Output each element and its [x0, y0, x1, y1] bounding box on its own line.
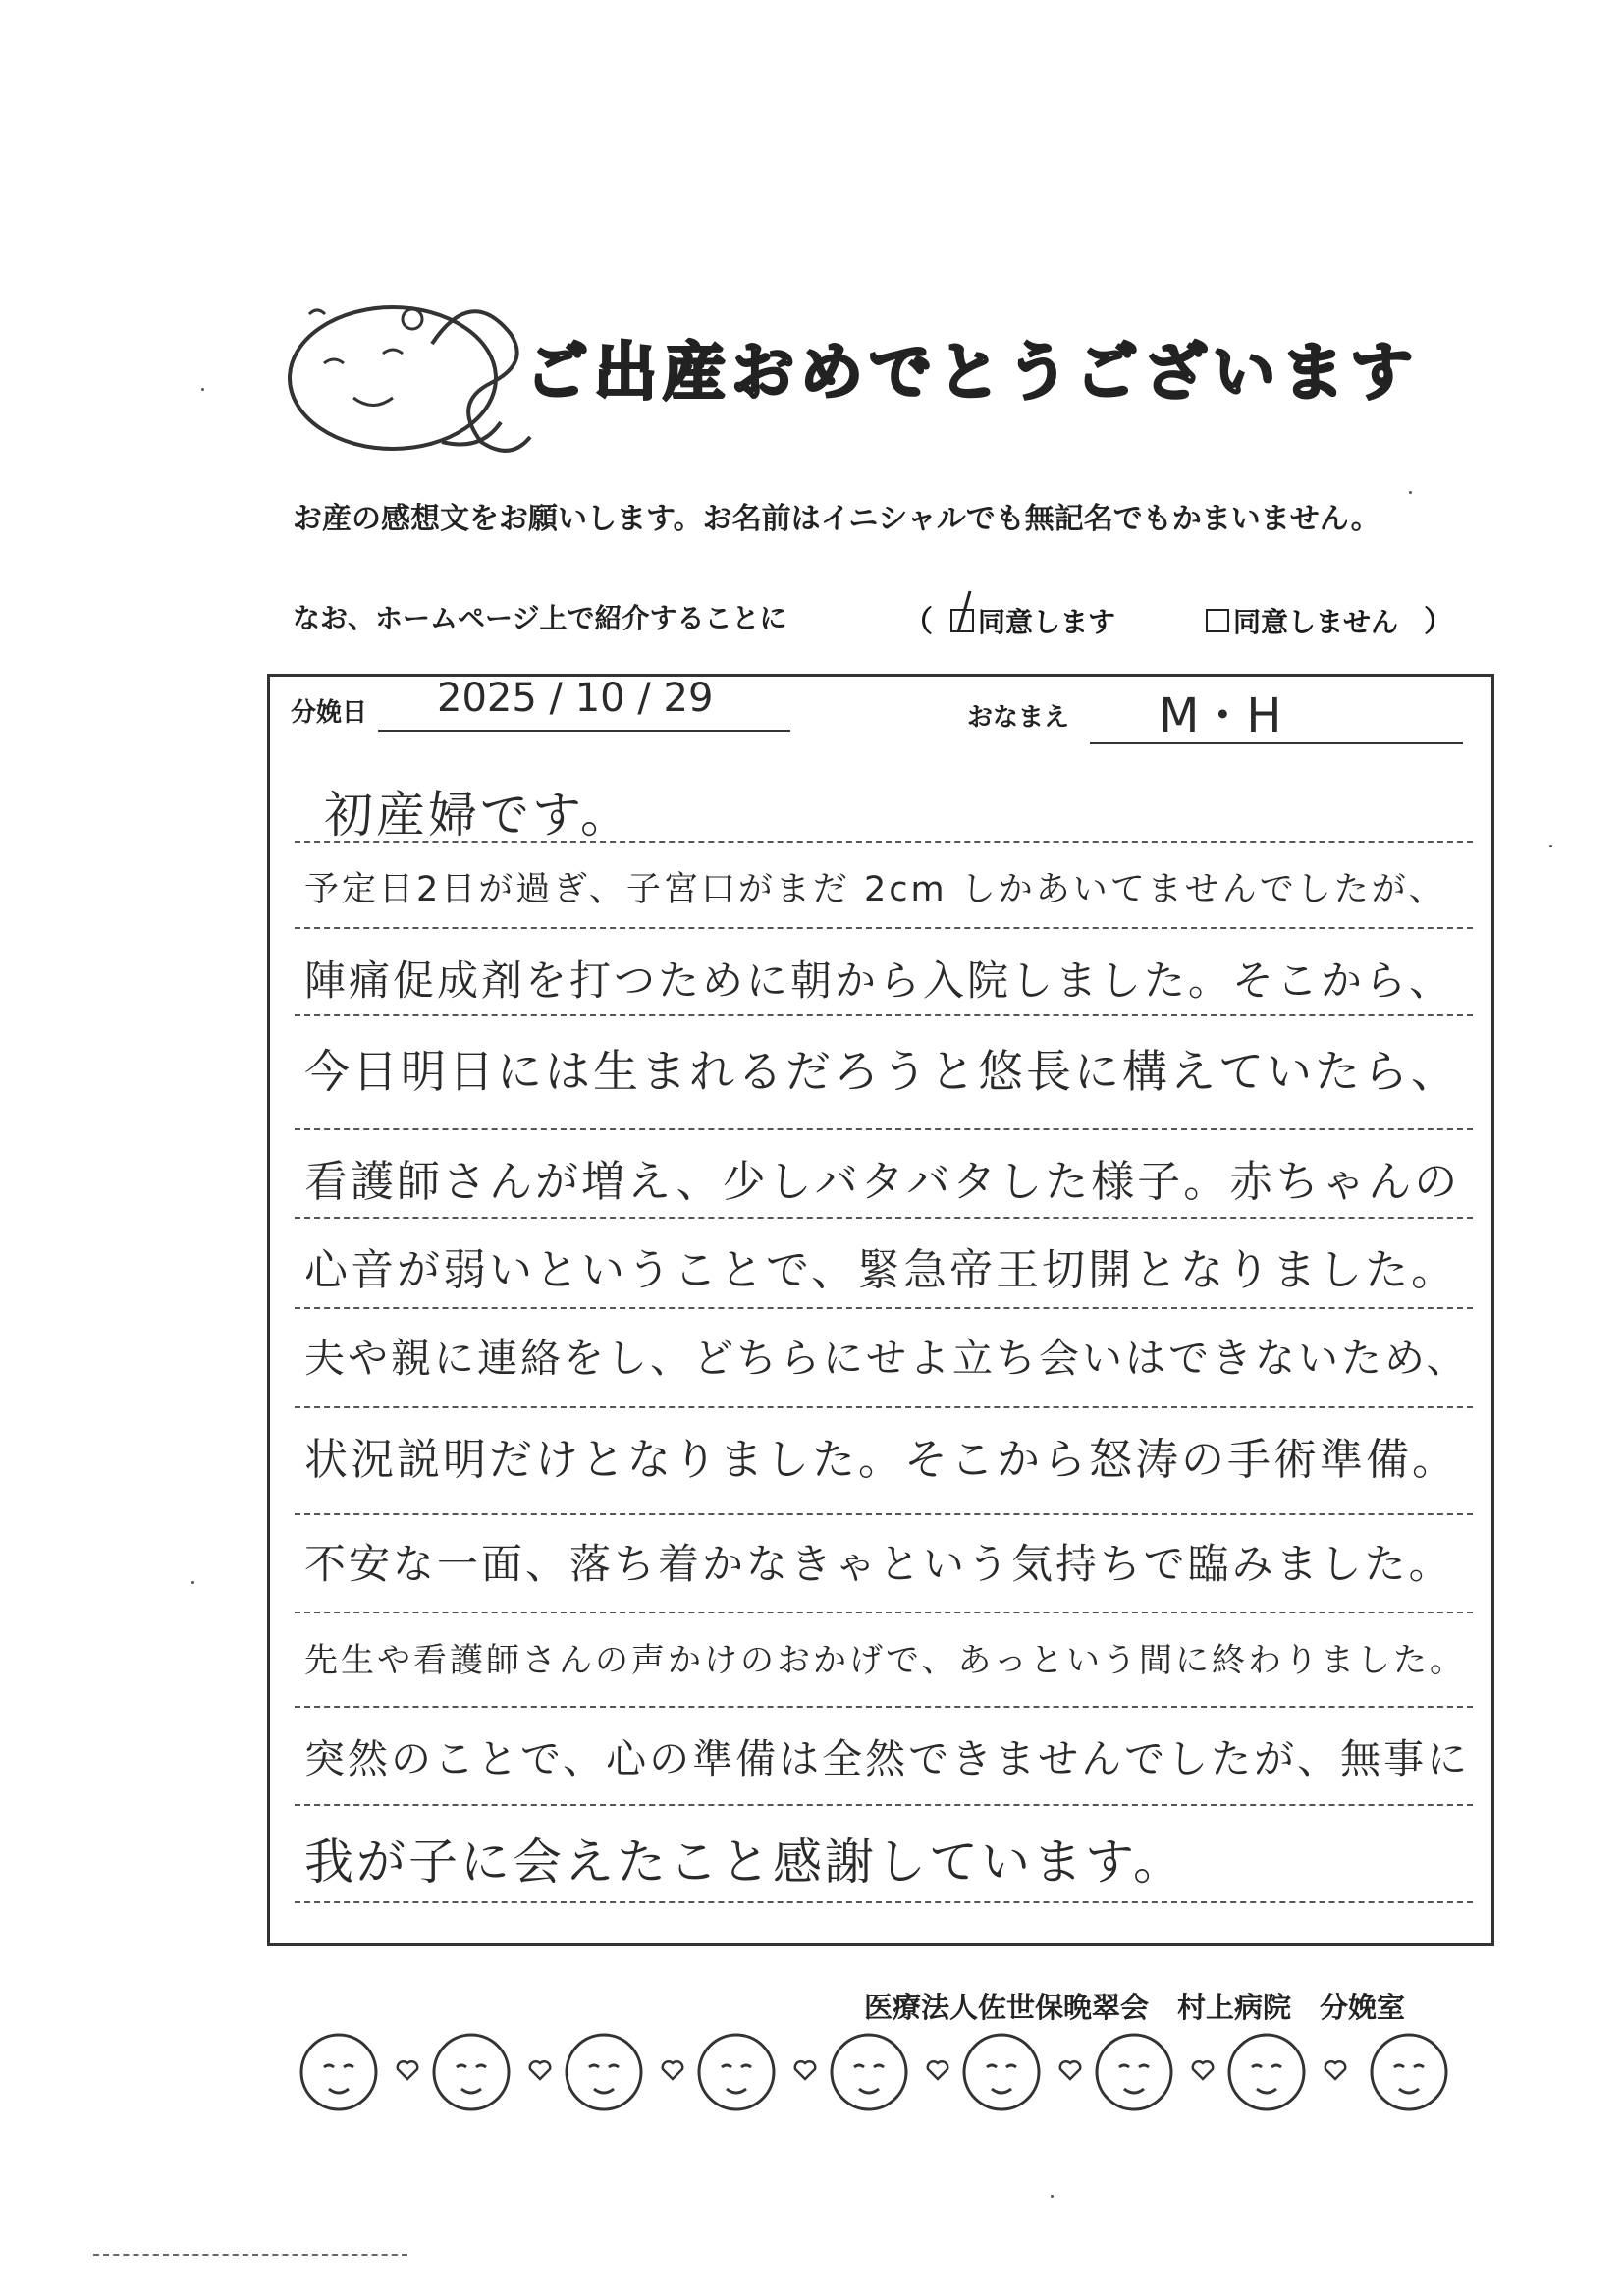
baby-face-icon — [434, 2035, 509, 2109]
ruled-line — [295, 1406, 1473, 1408]
essay-line: 夫や親に連絡をし、どちらにせよ立ち会いはできないため、 — [304, 1335, 1470, 1382]
ruled-line — [295, 841, 1473, 843]
baby-face-icon — [1372, 2035, 1446, 2109]
delivery-date-label: 分娩日 — [291, 698, 368, 728]
disagree-checkbox[interactable] — [1206, 609, 1229, 632]
baby-face-icon — [832, 2035, 906, 2109]
heart-icon — [398, 2061, 418, 2079]
ruled-line — [295, 1804, 1473, 1806]
ruled-line — [295, 1128, 1473, 1130]
essay-line: 今日明日には生まれるだろうと悠長に構えていたら、 — [304, 1045, 1459, 1098]
baby-face-icon — [1097, 2035, 1171, 2109]
name-label: おなまえ — [967, 703, 1070, 733]
ruled-line — [295, 1307, 1473, 1309]
essay-line: 不安な一面、落ち着かなきゃという気持ちで臨みました。 — [304, 1540, 1453, 1588]
checkmark-icon — [956, 589, 972, 632]
ruled-line — [295, 927, 1473, 929]
ruled-line — [295, 1014, 1473, 1016]
baby-face-icon — [567, 2035, 641, 2109]
baby-face-icon — [964, 2035, 1039, 2109]
essay-line: 状況説明だけとなりました。そこから怒涛の手術準備。 — [304, 1435, 1458, 1485]
heart-icon — [1060, 2061, 1081, 2079]
open-paren: （ — [903, 605, 933, 639]
essay-line: 突然のことで、心の準備は全然できませんでしたが、無事に — [304, 1735, 1471, 1782]
page-title: ご出産おめでとうございます — [525, 337, 1419, 410]
agree-label: 同意します — [978, 606, 1116, 638]
heart-icon — [795, 2061, 816, 2079]
ruled-line — [295, 1706, 1473, 1708]
baby-face-icon — [1229, 2035, 1304, 2109]
consent-prompt: なお、ホームページ上で紹介することに — [293, 602, 787, 634]
ruled-line — [295, 1217, 1473, 1219]
essay-line: 我が子に会えたこと感謝しています。 — [304, 1833, 1185, 1890]
close-paren: ） — [1424, 605, 1453, 639]
essay-line: 陣痛促成剤を打つために朝から入院しました。そこから、 — [304, 957, 1454, 1005]
heart-icon — [1193, 2061, 1214, 2079]
name-underline — [1090, 742, 1463, 744]
delivery-date-underline — [378, 730, 790, 732]
baby-faces-border — [295, 2018, 1473, 2126]
title-banner — [285, 295, 1443, 462]
agree-checkbox[interactable] — [950, 609, 974, 632]
scan-edge-mark — [93, 2254, 407, 2256]
heart-icon — [663, 2061, 683, 2079]
essay-line: 予定日2日が過ぎ、子宮口がまだ 2cm しかあいてませんでしたが、 — [304, 870, 1446, 909]
instructions-text: お産の感想文をお願いします。お名前はイニシャルでも無記名でもかまいません。 — [293, 502, 1380, 536]
baby-face-icon — [699, 2035, 774, 2109]
agree-option[interactable] — [950, 601, 1115, 640]
heart-icon — [1325, 2061, 1346, 2079]
heart-icon — [928, 2061, 948, 2079]
essay-line: 先生や看護師さんの声かけのおかげで、あっという間に終わりました。 — [304, 1641, 1466, 1680]
name-value: M・H — [1159, 688, 1282, 743]
essay-line: 心音が弱いということで、緊急帝王切開となりました。 — [304, 1245, 1458, 1295]
essay-line: 初産婦です。 — [324, 787, 632, 844]
disagree-label: 同意しません — [1233, 606, 1399, 638]
baby-face-icon — [301, 2035, 376, 2109]
ruled-line — [295, 1901, 1473, 1903]
hospital-name: 医療法人佐世保晩翠会 村上病院 分娩室 — [864, 1991, 1406, 2024]
ruled-line — [295, 1612, 1473, 1613]
disagree-option[interactable] — [1206, 601, 1398, 640]
heart-icon — [530, 2061, 551, 2079]
ruled-line — [295, 1513, 1473, 1515]
delivery-date-value: 2025 / 10 / 29 — [437, 676, 714, 721]
essay-line: 看護師さんが増え、少しバタバタした様子。赤ちゃんの — [304, 1157, 1461, 1207]
